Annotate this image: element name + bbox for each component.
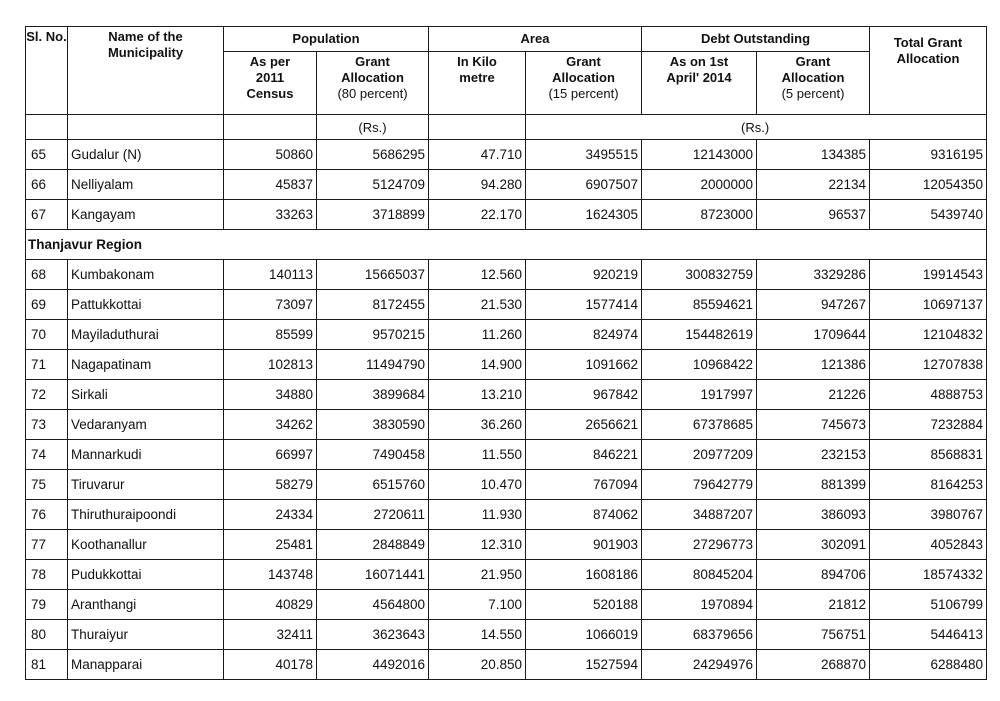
table-body-top [26, 140, 987, 230]
grant-allocation-table [25, 26, 987, 680]
population-grant-cell: 15665037 [317, 260, 429, 290]
table-row [26, 320, 987, 350]
area-km-cell: 36.260 [429, 410, 526, 440]
municipality-name-cell: Nagapatinam [68, 350, 224, 380]
municipality-name-cell: Tiruvarur [68, 470, 224, 500]
debt-outstanding-cell: 12143000 [642, 140, 757, 170]
population-grant-percent: (80 percent) [337, 86, 408, 101]
debt-outstanding-cell: 2000000 [642, 170, 757, 200]
population-grant-title: Grant Allocation [341, 54, 404, 85]
unit-blank-area [429, 115, 526, 140]
debt-grant-cell: 22134 [757, 170, 870, 200]
debt-outstanding-cell: 1917997 [642, 380, 757, 410]
debt-outstanding-cell: 300832759 [642, 260, 757, 290]
unit-rs-rest: (Rs.) [526, 115, 987, 140]
census-2011-header: As per 2011 Census [224, 52, 317, 115]
area-km-cell: 14.900 [429, 350, 526, 380]
total-grant-cell: 5446413 [870, 620, 987, 650]
sl-cell: 68 [26, 260, 68, 290]
municipality-name-cell: Nelliyalam [68, 170, 224, 200]
area-grant-cell: 1624305 [526, 200, 642, 230]
area-grant-cell: 824974 [526, 320, 642, 350]
debt-outstanding-cell: 154482619 [642, 320, 757, 350]
municipality-name-cell: Mannarkudi [68, 440, 224, 470]
unit-blank-census [224, 115, 317, 140]
population-grant-cell: 8172455 [317, 290, 429, 320]
total-grant-cell: 4052843 [870, 530, 987, 560]
municipality-name-cell: Vedaranyam [68, 410, 224, 440]
total-grant-cell: 7232884 [870, 410, 987, 440]
area-grant-cell: 1091662 [526, 350, 642, 380]
debt-grant-cell: 232153 [757, 440, 870, 470]
debt-outstanding-header: Debt Outstanding [642, 27, 870, 52]
sl-cell: 75 [26, 470, 68, 500]
census-cell: 45837 [224, 170, 317, 200]
area-grant-cell: 901903 [526, 530, 642, 560]
total-grant-cell: 12054350 [870, 170, 987, 200]
area-km-cell: 20.850 [429, 650, 526, 680]
debt-grant-title: Grant Allocation [781, 54, 845, 85]
debt-grant-cell: 894706 [757, 560, 870, 590]
table-row [26, 500, 987, 530]
census-cell: 33263 [224, 200, 317, 230]
sl-cell: 78 [26, 560, 68, 590]
sl-cell: 81 [26, 650, 68, 680]
census-cell: 25481 [224, 530, 317, 560]
total-grant-cell: 4888753 [870, 380, 987, 410]
region-section [26, 230, 987, 260]
area-header: Area [429, 27, 642, 52]
sl-cell: 66 [26, 170, 68, 200]
debt-grant-cell: 134385 [757, 140, 870, 170]
debt-grant-cell: 947267 [757, 290, 870, 320]
total-grant-cell: 8568831 [870, 440, 987, 470]
population-grant-cell: 3899684 [317, 380, 429, 410]
table-row [26, 650, 987, 680]
sl-cell: 80 [26, 620, 68, 650]
table-row [26, 170, 987, 200]
debt-grant-cell: 21812 [757, 590, 870, 620]
municipality-name-cell: Sirkali [68, 380, 224, 410]
total-grant-cell: 5439740 [870, 200, 987, 230]
debt-grant-cell: 745673 [757, 410, 870, 440]
census-cell: 40178 [224, 650, 317, 680]
area-grant-cell: 520188 [526, 590, 642, 620]
census-cell: 85599 [224, 320, 317, 350]
census-cell: 102813 [224, 350, 317, 380]
population-grant-header [317, 52, 429, 115]
area-grant-percent: (15 percent) [548, 86, 619, 101]
area-grant-title: Grant Allocation [552, 54, 615, 85]
area-km-cell: 12.560 [429, 260, 526, 290]
area-km-cell: 94.280 [429, 170, 526, 200]
table-row [26, 590, 987, 620]
census-cell: 143748 [224, 560, 317, 590]
debt-outstanding-cell: 68379656 [642, 620, 757, 650]
area-grant-cell: 6907507 [526, 170, 642, 200]
debt-outstanding-cell: 85594621 [642, 290, 757, 320]
census-cell: 66997 [224, 440, 317, 470]
table-row [26, 350, 987, 380]
municipality-name-cell: Thuraiyur [68, 620, 224, 650]
population-grant-cell: 3623643 [317, 620, 429, 650]
area-grant-cell: 1577414 [526, 290, 642, 320]
area-km-cell: 47.710 [429, 140, 526, 170]
census-cell: 58279 [224, 470, 317, 500]
population-grant-cell: 3830590 [317, 410, 429, 440]
municipality-name-cell: Thiruthuraipoondi [68, 500, 224, 530]
municipality-name-cell: Kumbakonam [68, 260, 224, 290]
area-grant-cell: 767094 [526, 470, 642, 500]
debt-outstanding-cell: 34887207 [642, 500, 757, 530]
area-grant-header [526, 52, 642, 115]
total-grant-cell: 18574332 [870, 560, 987, 590]
area-grant-cell: 874062 [526, 500, 642, 530]
debt-outstanding-cell: 20977209 [642, 440, 757, 470]
table-row [26, 200, 987, 230]
table-body-region [26, 260, 987, 680]
census-cell: 73097 [224, 290, 317, 320]
debt-outstanding-cell: 79642779 [642, 470, 757, 500]
population-grant-cell: 6515760 [317, 470, 429, 500]
total-grant-cell: 12707838 [870, 350, 987, 380]
municipality-name-cell: Aranthangi [68, 590, 224, 620]
area-km-cell: 11.930 [429, 500, 526, 530]
sl-cell: 72 [26, 380, 68, 410]
debt-outstanding-cell: 24294976 [642, 650, 757, 680]
area-km-cell: 12.310 [429, 530, 526, 560]
area-grant-cell: 3495515 [526, 140, 642, 170]
table-row [26, 620, 987, 650]
census-cell: 50860 [224, 140, 317, 170]
unit-blank-name [68, 115, 224, 140]
area-km-cell: 11.550 [429, 440, 526, 470]
debt-grant-cell: 21226 [757, 380, 870, 410]
sl-no-header: Sl. No. [26, 27, 68, 115]
table-row [26, 260, 987, 290]
total-grant-cell: 5106799 [870, 590, 987, 620]
debt-grant-cell: 881399 [757, 470, 870, 500]
sl-cell: 70 [26, 320, 68, 350]
debt-outstanding-cell: 8723000 [642, 200, 757, 230]
census-cell: 24334 [224, 500, 317, 530]
sl-cell: 67 [26, 200, 68, 230]
municipality-name-cell: Kangayam [68, 200, 224, 230]
debt-grant-cell: 386093 [757, 500, 870, 530]
population-grant-cell: 4564800 [317, 590, 429, 620]
debt-grant-cell: 302091 [757, 530, 870, 560]
total-grant-cell: 12104832 [870, 320, 987, 350]
area-grant-cell: 846221 [526, 440, 642, 470]
table-row [26, 140, 987, 170]
municipality-name-cell: Manapparai [68, 650, 224, 680]
debt-grant-cell: 96537 [757, 200, 870, 230]
table-row [26, 530, 987, 560]
debt-grant-cell: 1709644 [757, 320, 870, 350]
population-grant-cell: 2720611 [317, 500, 429, 530]
municipality-name-cell: Koothanallur [68, 530, 224, 560]
debt-outstanding-cell: 27296773 [642, 530, 757, 560]
population-grant-cell: 16071441 [317, 560, 429, 590]
debt-outstanding-cell: 10968422 [642, 350, 757, 380]
debt-grant-cell: 3329286 [757, 260, 870, 290]
area-grant-cell: 2656621 [526, 410, 642, 440]
sl-cell: 77 [26, 530, 68, 560]
census-cell: 34880 [224, 380, 317, 410]
debt-outstanding-cell: 80845204 [642, 560, 757, 590]
population-grant-cell: 9570215 [317, 320, 429, 350]
census-cell: 140113 [224, 260, 317, 290]
sl-cell: 73 [26, 410, 68, 440]
table-row [26, 290, 987, 320]
population-grant-cell: 4492016 [317, 650, 429, 680]
area-km-cell: 10.470 [429, 470, 526, 500]
municipality-name-cell: Gudalur (N) [68, 140, 224, 170]
sl-cell: 69 [26, 290, 68, 320]
total-grant-header: Total Grant Allocation [870, 27, 987, 115]
debt-grant-cell: 756751 [757, 620, 870, 650]
table-row [26, 440, 987, 470]
total-grant-cell: 3980767 [870, 500, 987, 530]
area-km-cell: 13.210 [429, 380, 526, 410]
population-grant-cell: 3718899 [317, 200, 429, 230]
total-grant-cell: 8164253 [870, 470, 987, 500]
region-row [26, 230, 987, 260]
census-cell: 40829 [224, 590, 317, 620]
table-row [26, 560, 987, 590]
total-grant-cell: 9316195 [870, 140, 987, 170]
table-row [26, 470, 987, 500]
population-grant-cell: 5686295 [317, 140, 429, 170]
sl-cell: 74 [26, 440, 68, 470]
total-grant-cell: 19914543 [870, 260, 987, 290]
total-grant-cell: 6288480 [870, 650, 987, 680]
population-header: Population [224, 27, 429, 52]
area-grant-cell: 967842 [526, 380, 642, 410]
unit-blank-sl [26, 115, 68, 140]
area-grant-cell: 920219 [526, 260, 642, 290]
municipality-name-cell: Mayiladuthurai [68, 320, 224, 350]
debt-outstanding-cell: 1970894 [642, 590, 757, 620]
area-km-cell: 22.170 [429, 200, 526, 230]
sl-cell: 71 [26, 350, 68, 380]
unit-rs-population: (Rs.) [317, 115, 429, 140]
debt-grant-percent: (5 percent) [781, 86, 845, 101]
region-label: Thanjavur Region [26, 230, 987, 260]
table-row [26, 380, 987, 410]
population-grant-cell: 7490458 [317, 440, 429, 470]
debt-grant-header [757, 52, 870, 115]
area-km-cell: 21.530 [429, 290, 526, 320]
debt-asof-header: As on 1st April' 2014 [642, 52, 757, 115]
area-grant-cell: 1608186 [526, 560, 642, 590]
population-grant-cell: 5124709 [317, 170, 429, 200]
debt-outstanding-cell: 67378685 [642, 410, 757, 440]
area-km-cell: 7.100 [429, 590, 526, 620]
municipality-name-cell: Pudukkottai [68, 560, 224, 590]
sl-cell: 79 [26, 590, 68, 620]
sl-cell: 76 [26, 500, 68, 530]
municipality-name-header: Name of the Municipality [68, 27, 224, 115]
population-grant-cell: 2848849 [317, 530, 429, 560]
area-km-cell: 21.950 [429, 560, 526, 590]
area-grant-cell: 1527594 [526, 650, 642, 680]
area-km-cell: 11.260 [429, 320, 526, 350]
census-cell: 32411 [224, 620, 317, 650]
debt-grant-cell: 121386 [757, 350, 870, 380]
area-km-header: In Kilo metre [429, 52, 526, 115]
total-grant-cell: 10697137 [870, 290, 987, 320]
area-grant-cell: 1066019 [526, 620, 642, 650]
area-km-cell: 14.550 [429, 620, 526, 650]
table-row [26, 410, 987, 440]
debt-grant-cell: 268870 [757, 650, 870, 680]
municipality-name-cell: Pattukkottai [68, 290, 224, 320]
sl-cell: 65 [26, 140, 68, 170]
population-grant-cell: 11494790 [317, 350, 429, 380]
census-cell: 34262 [224, 410, 317, 440]
